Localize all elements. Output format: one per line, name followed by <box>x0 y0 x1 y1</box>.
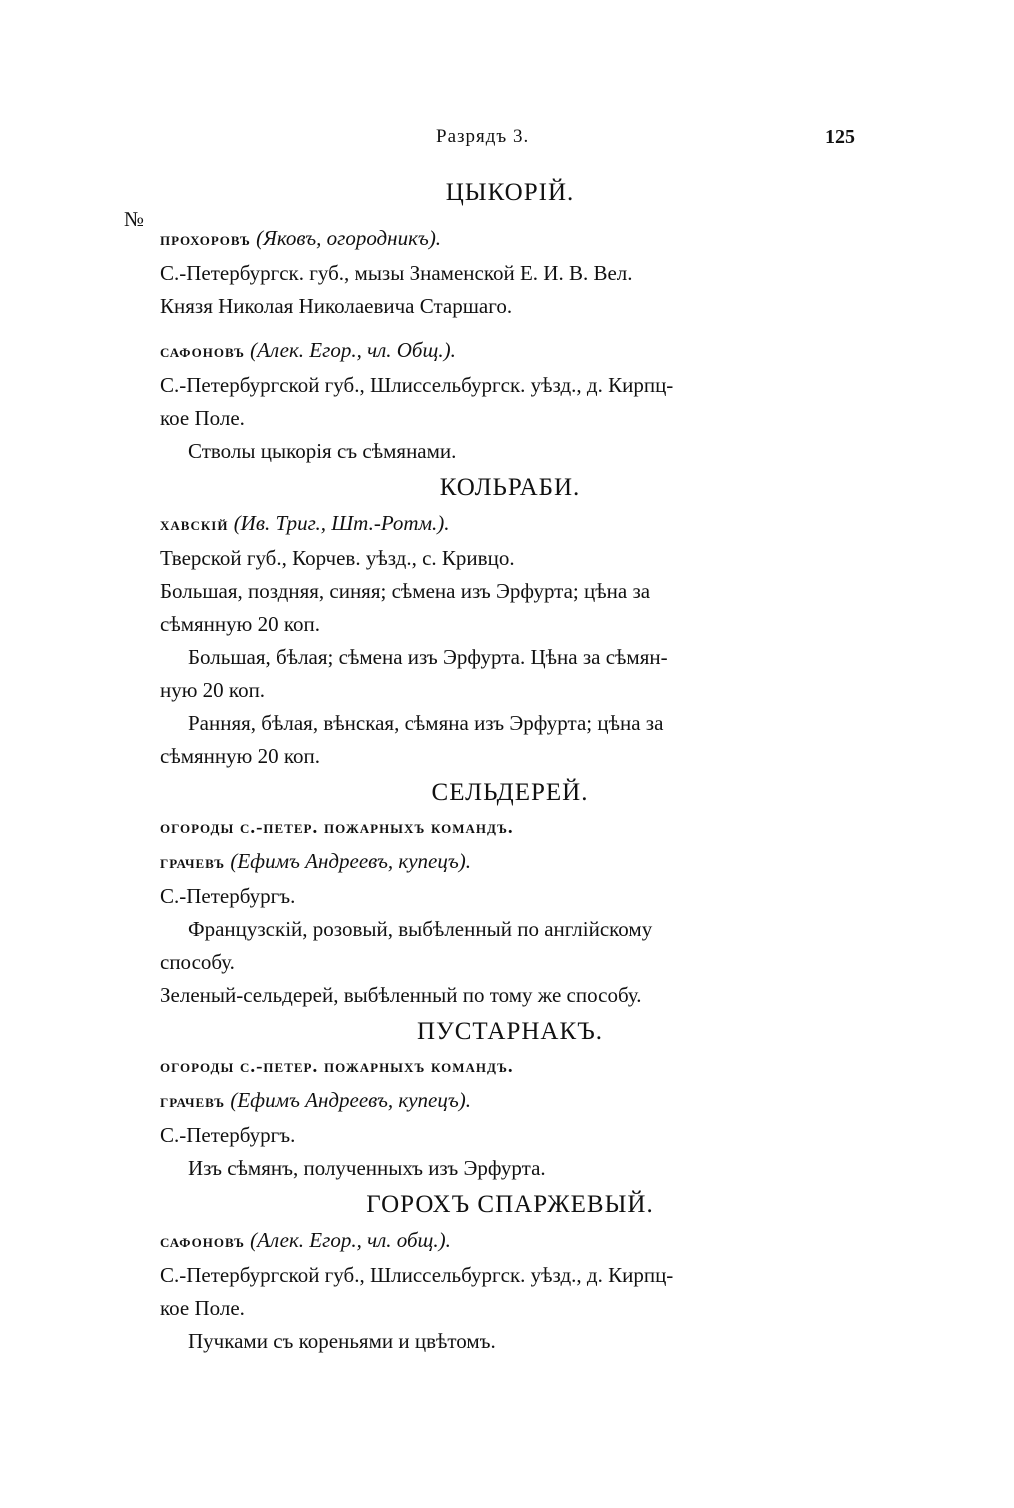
item-line: сѣмянную 20 коп. <box>160 744 320 768</box>
header-title: Разрядъ 3. <box>436 126 530 147</box>
address-line: С.-Петербургъ. <box>160 1123 296 1147</box>
exhibitor-detail: (Ефимъ Андреевъ, купецъ). <box>230 849 471 873</box>
address-line: кое Поле. <box>160 1296 245 1320</box>
exhibitor-name: сафоновъ <box>160 1231 245 1252</box>
exhibitor-detail: (Яковъ, огородникъ). <box>256 226 442 250</box>
address-line: С.-Петербургской губ., Шлиссельбургск. уѣзд., д. Кирпц- <box>160 373 674 397</box>
exhibitor-line <box>160 222 860 256</box>
exhibitor-name: прохоровъ <box>160 229 251 250</box>
address-line: Тверской губ., Корчев. уѣзд., с. Кривцо. <box>160 546 515 570</box>
exhibitor-line <box>160 1084 860 1118</box>
exhibitor-name: грачевъ <box>160 1091 226 1112</box>
address-line: Князя Николая Николаевича Старшаго. <box>160 294 513 318</box>
address-line: С.-Петербургской губ., Шлиссельбургск. уѣзд., д. Кирпц- <box>160 1263 674 1287</box>
item-line: способу. <box>160 950 235 974</box>
address-line: С.-Петербургск. губ., мызы Знаменской Е. И. В. Вел. <box>160 261 633 285</box>
address-line: С.-Петербургъ. <box>160 884 296 908</box>
item-line: Ранняя, бѣлая, вѣнская, сѣмяна изъ Эрфурта; цѣна за <box>188 711 664 735</box>
section-heading-chicory: ЦЫКОРІЙ. <box>445 179 575 206</box>
exhibitor-line <box>160 507 860 541</box>
section-heading-parsnip: ПУСТАРНАКЪ. <box>416 1018 604 1045</box>
exhibitor-line <box>160 845 860 879</box>
organization-line: огороды с.-петер. пожарныхъ командъ. <box>160 1056 514 1077</box>
item-line: ную 20 коп. <box>160 678 266 702</box>
item-line: Зеленый-сельдерей, выбѣленный по тому же способу. <box>160 983 642 1007</box>
number-sign: № <box>124 207 145 231</box>
organization-line: огороды с.-петер. пожарныхъ командъ. <box>160 817 514 838</box>
page-number: 125 <box>825 126 855 148</box>
section-heading-peas: ГОРОХЪ СПАРЖЕВЫЙ. <box>366 1191 654 1218</box>
exhibitor-name: хавскій <box>160 514 229 535</box>
item-line: Изъ сѣмянъ, полученныхъ изъ Эрфурта. <box>188 1156 546 1180</box>
exhibitor-detail: (Ефимъ Андреевъ, купецъ). <box>230 1088 471 1112</box>
exhibitor-name: сафоновъ <box>160 341 245 362</box>
exhibitor-line <box>160 1224 860 1258</box>
section-heading-celery: СЕЛЬДЕРЕЙ. <box>431 779 589 806</box>
section-heading-kohlrabi: КОЛЬРАБИ. <box>439 474 581 501</box>
exhibitor-name: грачевъ <box>160 852 226 873</box>
item-line: Пучками съ кореньями и цвѣтомъ. <box>188 1329 496 1353</box>
item-line: Стволы цыкорія съ сѣмянами. <box>188 439 457 463</box>
item-line: сѣмянную 20 коп. <box>160 612 320 636</box>
exhibitor-detail: (Алек. Егор., чл. Общ.). <box>250 338 456 362</box>
page-content <box>160 172 860 1358</box>
address-line: кое Поле. <box>160 406 245 430</box>
exhibitor-detail: (Алек. Егор., чл. общ.). <box>250 1228 451 1252</box>
item-line: Большая, бѣлая; сѣмена изъ Эрфурта. Цѣна за сѣмян- <box>188 645 668 669</box>
item-line: Французскій, розовый, выбѣленный по англійскому <box>188 917 653 941</box>
running-header <box>0 126 1014 156</box>
exhibitor-line <box>160 334 860 368</box>
item-line: Большая, поздняя, синяя; сѣмена изъ Эрфурта; цѣна за <box>160 579 651 603</box>
exhibitor-detail: (Ив. Триг., Шт.-Ротм.). <box>233 511 450 535</box>
